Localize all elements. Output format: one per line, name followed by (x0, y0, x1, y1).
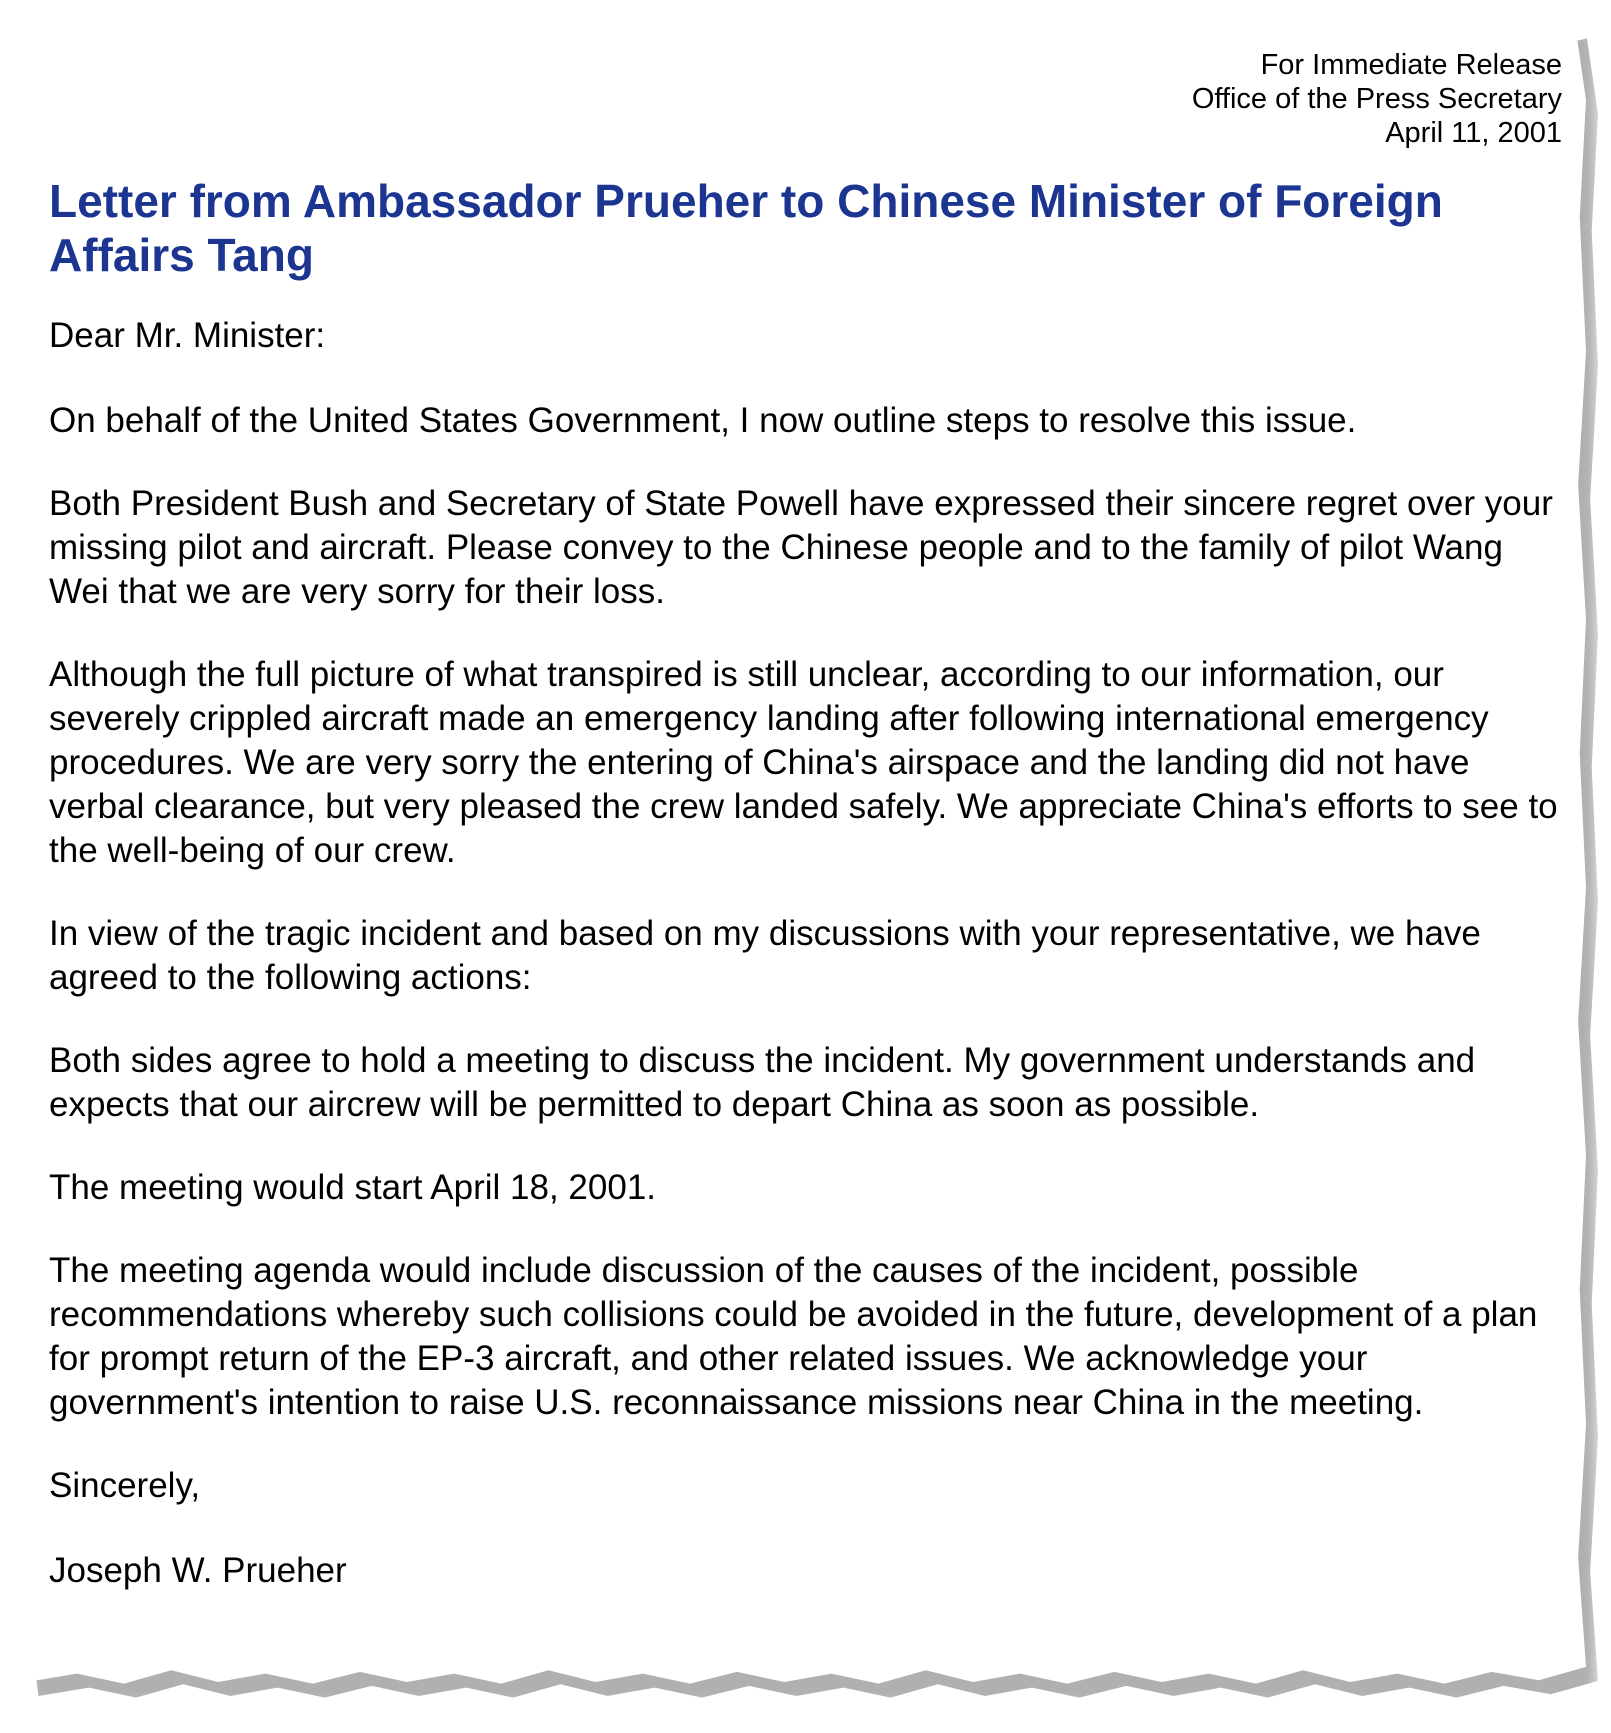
letter-signature: Joseph W. Prueher (49, 1551, 347, 1590)
release-date: April 11, 2001 (1385, 117, 1562, 149)
letter-paragraph: The meeting agenda would include discussion of the causes of the incident, possible recommendations whereby such collisions could be avoided in the future, development of a plan for prompt return of the EP-3 aircraft, and other related issues. We acknowledge your government's intention to raise U.S. reconnaissance missions near China in the meeting. (49, 1251, 1538, 1422)
letter-greeting: Dear Mr. Minister: (49, 316, 326, 355)
letter-body (49, 314, 1563, 1593)
letter-paragraph: In view of the tragic incident and based on my discussions with your representative, we have agreed to the following actions: (49, 914, 1481, 997)
release-label: For Immediate Release (1260, 49, 1562, 81)
letter-paragraph: Both President Bush and Secretary of State Powell have expressed their sincere regret over your missing pilot and aircraft. Please convey to the Chinese people and to the family of pilot Wang Wei that we are very sorry for their loss. (49, 484, 1553, 611)
office-label: Office of the Press Secretary (1191, 83, 1562, 115)
letter-paragraph: On behalf of the United States Government, I now outline steps to resolve this issue. (49, 401, 1357, 440)
document-content (49, 48, 1563, 1593)
letter-closing: Sincerely, (49, 1466, 201, 1505)
letter-title: Letter from Ambassador Prueher to Chinese Minister of Foreign Affairs Tang (49, 175, 1443, 281)
letter-paragraph: Although the full picture of what transpired is still unclear, according to our information, our severely crippled aircraft made an emergency landing after following international emergency procedures. We are very sorry the entering of China's airspace and the landing did not have verbal clearance, but very pleased the crew landed safely. We appreciate China's efforts to see to the well-being of our crew. (49, 655, 1558, 870)
release-header (49, 48, 1562, 150)
letter-paragraph: The meeting would start April 18, 2001. (49, 1168, 657, 1207)
letter-paragraph: Both sides agree to hold a meeting to discuss the incident. My government understands and expects that our aircrew will be permitted to depart China as soon as possible. (49, 1041, 1476, 1124)
